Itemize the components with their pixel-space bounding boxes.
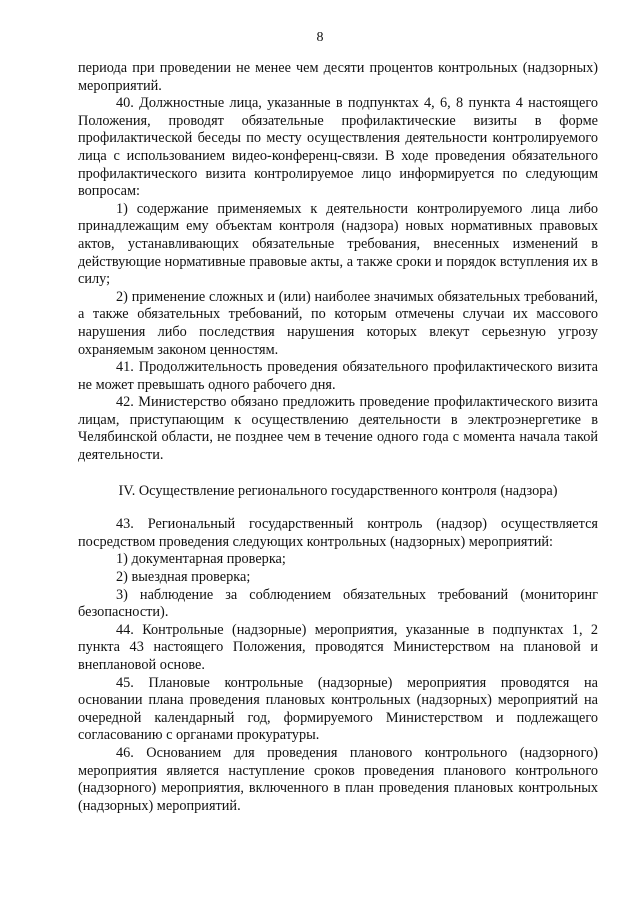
paragraph-45: 45. Плановые контрольные (надзорные) мероприятия проводятся на основании плана проведения плановых контрольных (надзорных) мероприятий на очередной календарный год, формируемого Министерством и подлежащего согласованию с органами прокуратуры. — [78, 674, 598, 744]
paragraph-40-item-1: 1) содержание применяемых к деятельности контролируемого лица либо принадлежащим ему объектам контроля (надзора) новых нормативных правовых актов, устанавливающих обязательные требования, внесенных изменений в действующие нормативные правовые акты, а также сроки и порядок вступления их в силу; — [78, 200, 598, 288]
page-number: 8 — [316, 30, 324, 45]
paragraph-41: 41. Продолжительность проведения обязательного профилактического визита не может превышать одного рабочего дня. — [78, 359, 598, 393]
page-content — [78, 60, 598, 815]
paragraph-40: 40. Должностные лица, указанные в подпунктах 4, 6, 8 пункта 4 настоящего Положения, проводят обязательные профилактические визиты в форме профилактической беседы по месту осуществления деятельности контролируемого лица с использованием видео-конференц-связи. В ходе проведения обязательного профилактического визита контролируемое лицо информируется по следующим вопросам: — [78, 95, 598, 200]
paragraph-43-item-2: 2) выездная проверка; — [116, 569, 251, 586]
paragraph-40-item-2: 2) применение сложных и (или) наиболее значимых обязательных требований, а также обязательных требований, по которым отмечены случаи их массового нарушения либо последствия нарушения которых влекут серьезную угрозу охраняемым законом ценностям. — [78, 288, 598, 358]
paragraph-43-item-3: 3) наблюдение за соблюдением обязательных требований (мониторинг безопасности). — [78, 586, 598, 621]
paragraph-continuation: периода при проведении не менее чем десяти процентов контрольных (надзорных) мероприятий. — [78, 60, 598, 94]
paragraph-44: 44. Контрольные (надзорные) мероприятия, указанные в подпунктах 1, 2 пункта 43 настоящего Положения, проводятся Министерством на плановой и внеплановой основе. — [78, 621, 598, 673]
paragraph-43-item-1: 1) документарная проверка; — [116, 551, 286, 568]
paragraph-46: 46. Основанием для проведения планового контрольного (надзорного) мероприятия является наступление сроков проведения планового контрольного (надзорного) мероприятия, включенного в план проведения плановых контрольных (надзорных) мероприятий. — [78, 744, 598, 814]
paragraph-42: 42. Министерство обязано предложить проведение профилактического визита лицам, приступающим к осуществлению деятельности в электроэнергетике в Челябинской области, не позднее чем в течение одного года с момента начала такой деятельности. — [78, 394, 598, 464]
section-heading: IV. Осуществление регионального государственного контроля (надзора) — [118, 482, 558, 499]
paragraph-43: 43. Региональный государственный контроль (надзор) осуществляется посредством проведения следующих контрольных (надзорных) мероприятий: — [78, 516, 598, 550]
